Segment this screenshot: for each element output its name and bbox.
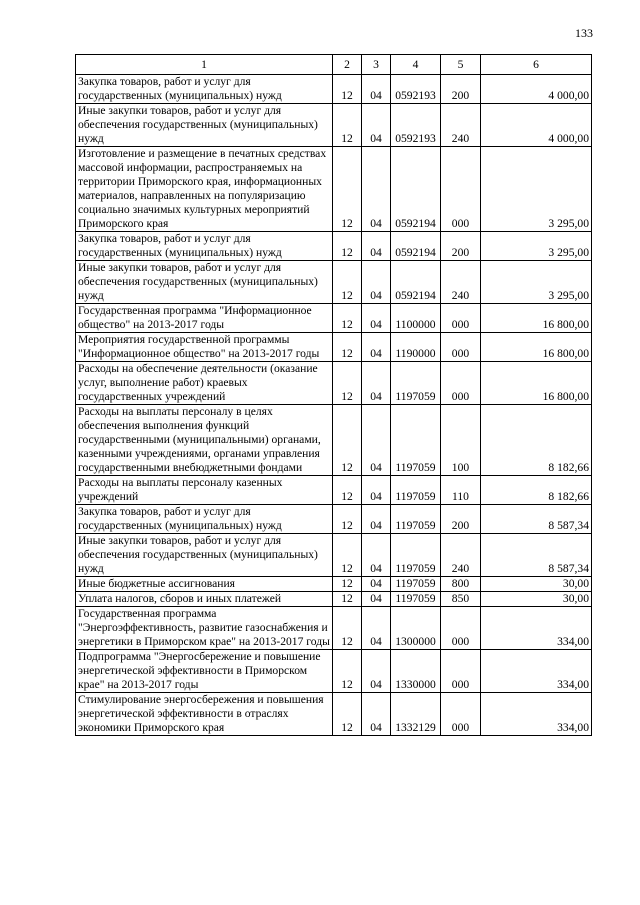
row-name-cell: Закупка товаров, работ и услуг для государственных (муниципальных) нужд xyxy=(76,232,333,261)
table-row xyxy=(76,104,592,147)
amount-cell: 334,00 xyxy=(481,650,592,693)
amount-cell: 8 182,66 xyxy=(481,476,592,505)
table-row xyxy=(76,693,592,736)
row-name-cell: Иные закупки товаров, работ и услуг для обеспечения государственных (муниципальных) нужд xyxy=(76,534,333,577)
subsection-code-cell: 04 xyxy=(362,650,391,693)
page-number: 133 xyxy=(575,26,593,40)
amount-cell: 3 295,00 xyxy=(481,147,592,232)
target-item-cell: 1197059 xyxy=(391,476,441,505)
column-header: 5 xyxy=(441,55,481,75)
row-name-cell: Закупка товаров, работ и услуг для государственных (муниципальных) нужд xyxy=(76,75,333,104)
target-item-cell: 0592193 xyxy=(391,75,441,104)
expense-type-cell: 200 xyxy=(441,232,481,261)
row-name-cell: Расходы на выплаты персоналу казенных учреждений xyxy=(76,476,333,505)
target-item-cell: 1330000 xyxy=(391,650,441,693)
budget-table xyxy=(75,54,592,736)
subsection-code-cell: 04 xyxy=(362,592,391,607)
expense-type-cell: 000 xyxy=(441,304,481,333)
table-row xyxy=(76,505,592,534)
subsection-code-cell: 04 xyxy=(362,693,391,736)
row-name-cell: Иные закупки товаров, работ и услуг для обеспечения государственных (муниципальных) нужд xyxy=(76,104,333,147)
row-name-cell: Мероприятия государственной программы "Информационное общество" на 2013-2017 годы xyxy=(76,333,333,362)
target-item-cell: 0592194 xyxy=(391,261,441,304)
expense-type-cell: 240 xyxy=(441,261,481,304)
target-item-cell: 1100000 xyxy=(391,304,441,333)
expense-type-cell: 200 xyxy=(441,75,481,104)
row-name-cell: Расходы на выплаты персоналу в целях обеспечения выполнения функций государственными (муниципальными) органами, казенными учреждениями, органами управления государственными внебюджетными фондами xyxy=(76,405,333,476)
section-code-cell: 12 xyxy=(333,577,362,592)
column-header: 6 xyxy=(481,55,592,75)
section-code-cell: 12 xyxy=(333,232,362,261)
section-code-cell: 12 xyxy=(333,693,362,736)
table-header-row xyxy=(76,55,592,75)
table-row xyxy=(76,261,592,304)
table-row xyxy=(76,476,592,505)
expense-type-cell: 850 xyxy=(441,592,481,607)
subsection-code-cell: 04 xyxy=(362,261,391,304)
subsection-code-cell: 04 xyxy=(362,333,391,362)
target-item-cell: 1190000 xyxy=(391,333,441,362)
subsection-code-cell: 04 xyxy=(362,534,391,577)
row-name-cell: Закупка товаров, работ и услуг для государственных (муниципальных) нужд xyxy=(76,505,333,534)
table-row xyxy=(76,534,592,577)
section-code-cell: 12 xyxy=(333,147,362,232)
expense-type-cell: 240 xyxy=(441,104,481,147)
section-code-cell: 12 xyxy=(333,476,362,505)
target-item-cell: 0592194 xyxy=(391,147,441,232)
section-code-cell: 12 xyxy=(333,304,362,333)
subsection-code-cell: 04 xyxy=(362,607,391,650)
target-item-cell: 0592193 xyxy=(391,104,441,147)
subsection-code-cell: 04 xyxy=(362,476,391,505)
subsection-code-cell: 04 xyxy=(362,405,391,476)
table-row xyxy=(76,333,592,362)
subsection-code-cell: 04 xyxy=(362,147,391,232)
subsection-code-cell: 04 xyxy=(362,304,391,333)
section-code-cell: 12 xyxy=(333,104,362,147)
row-name-cell: Государственная программа "Энергоэффективность, развитие газоснабжения и энергетики в Приморском крае" на 2013-2017 годы xyxy=(76,607,333,650)
subsection-code-cell: 04 xyxy=(362,577,391,592)
section-code-cell: 12 xyxy=(333,362,362,405)
expense-type-cell: 000 xyxy=(441,693,481,736)
table-row xyxy=(76,405,592,476)
expense-type-cell: 000 xyxy=(441,147,481,232)
target-item-cell: 1197059 xyxy=(391,505,441,534)
expense-type-cell: 000 xyxy=(441,333,481,362)
amount-cell: 8 182,66 xyxy=(481,405,592,476)
row-name-cell: Государственная программа "Информационное общество" на 2013-2017 годы xyxy=(76,304,333,333)
expense-type-cell: 000 xyxy=(441,650,481,693)
expense-type-cell: 100 xyxy=(441,405,481,476)
expense-type-cell: 240 xyxy=(441,534,481,577)
section-code-cell: 12 xyxy=(333,534,362,577)
target-item-cell: 1332129 xyxy=(391,693,441,736)
section-code-cell: 12 xyxy=(333,607,362,650)
row-name-cell: Подпрограмма "Энергосбережение и повышение энергетической эффективности в Приморском крае" на 2013-2017 годы xyxy=(76,650,333,693)
expense-type-cell: 000 xyxy=(441,362,481,405)
target-item-cell: 1197059 xyxy=(391,534,441,577)
amount-cell: 16 800,00 xyxy=(481,362,592,405)
expense-type-cell: 800 xyxy=(441,577,481,592)
row-name-cell: Расходы на обеспечение деятельности (оказание услуг, выполнение работ) краевых государственных учреждений xyxy=(76,362,333,405)
amount-cell: 8 587,34 xyxy=(481,505,592,534)
row-name-cell: Уплата налогов, сборов и иных платежей xyxy=(76,592,333,607)
expense-type-cell: 200 xyxy=(441,505,481,534)
table-body xyxy=(76,75,592,736)
amount-cell: 3 295,00 xyxy=(481,261,592,304)
expense-type-cell: 110 xyxy=(441,476,481,505)
amount-cell: 30,00 xyxy=(481,592,592,607)
amount-cell: 16 800,00 xyxy=(481,304,592,333)
target-item-cell: 1197059 xyxy=(391,405,441,476)
table-row xyxy=(76,75,592,104)
subsection-code-cell: 04 xyxy=(362,505,391,534)
column-header: 4 xyxy=(391,55,441,75)
section-code-cell: 12 xyxy=(333,405,362,476)
target-item-cell: 1197059 xyxy=(391,362,441,405)
section-code-cell: 12 xyxy=(333,261,362,304)
table-row xyxy=(76,592,592,607)
subsection-code-cell: 04 xyxy=(362,362,391,405)
table-row xyxy=(76,650,592,693)
amount-cell: 3 295,00 xyxy=(481,232,592,261)
section-code-cell: 12 xyxy=(333,75,362,104)
column-header: 1 xyxy=(76,55,333,75)
table-row xyxy=(76,362,592,405)
column-header: 3 xyxy=(362,55,391,75)
amount-cell: 30,00 xyxy=(481,577,592,592)
section-code-cell: 12 xyxy=(333,333,362,362)
table-row xyxy=(76,232,592,261)
section-code-cell: 12 xyxy=(333,505,362,534)
target-item-cell: 1300000 xyxy=(391,607,441,650)
target-item-cell: 0592194 xyxy=(391,232,441,261)
section-code-cell: 12 xyxy=(333,592,362,607)
row-name-cell: Иные закупки товаров, работ и услуг для обеспечения государственных (муниципальных) нужд xyxy=(76,261,333,304)
amount-cell: 16 800,00 xyxy=(481,333,592,362)
row-name-cell: Стимулирование энергосбережения и повышения энергетической эффективности в отраслях экономики Приморского края xyxy=(76,693,333,736)
table-row xyxy=(76,607,592,650)
section-code-cell: 12 xyxy=(333,650,362,693)
amount-cell: 334,00 xyxy=(481,607,592,650)
expense-type-cell: 000 xyxy=(441,607,481,650)
amount-cell: 4 000,00 xyxy=(481,75,592,104)
table-row xyxy=(76,577,592,592)
table-row xyxy=(76,304,592,333)
column-header: 2 xyxy=(333,55,362,75)
subsection-code-cell: 04 xyxy=(362,232,391,261)
target-item-cell: 1197059 xyxy=(391,592,441,607)
row-name-cell: Иные бюджетные ассигнования xyxy=(76,577,333,592)
target-item-cell: 1197059 xyxy=(391,577,441,592)
subsection-code-cell: 04 xyxy=(362,75,391,104)
table-row xyxy=(76,147,592,232)
amount-cell: 334,00 xyxy=(481,693,592,736)
row-name-cell: Изготовление и размещение в печатных средствах массовой информации, распространяемых на территории Приморского края, информационных материалов, направленных на популяризацию социально значимых культурных мероприятий Приморского края xyxy=(76,147,333,232)
amount-cell: 8 587,34 xyxy=(481,534,592,577)
amount-cell: 4 000,00 xyxy=(481,104,592,147)
subsection-code-cell: 04 xyxy=(362,104,391,147)
